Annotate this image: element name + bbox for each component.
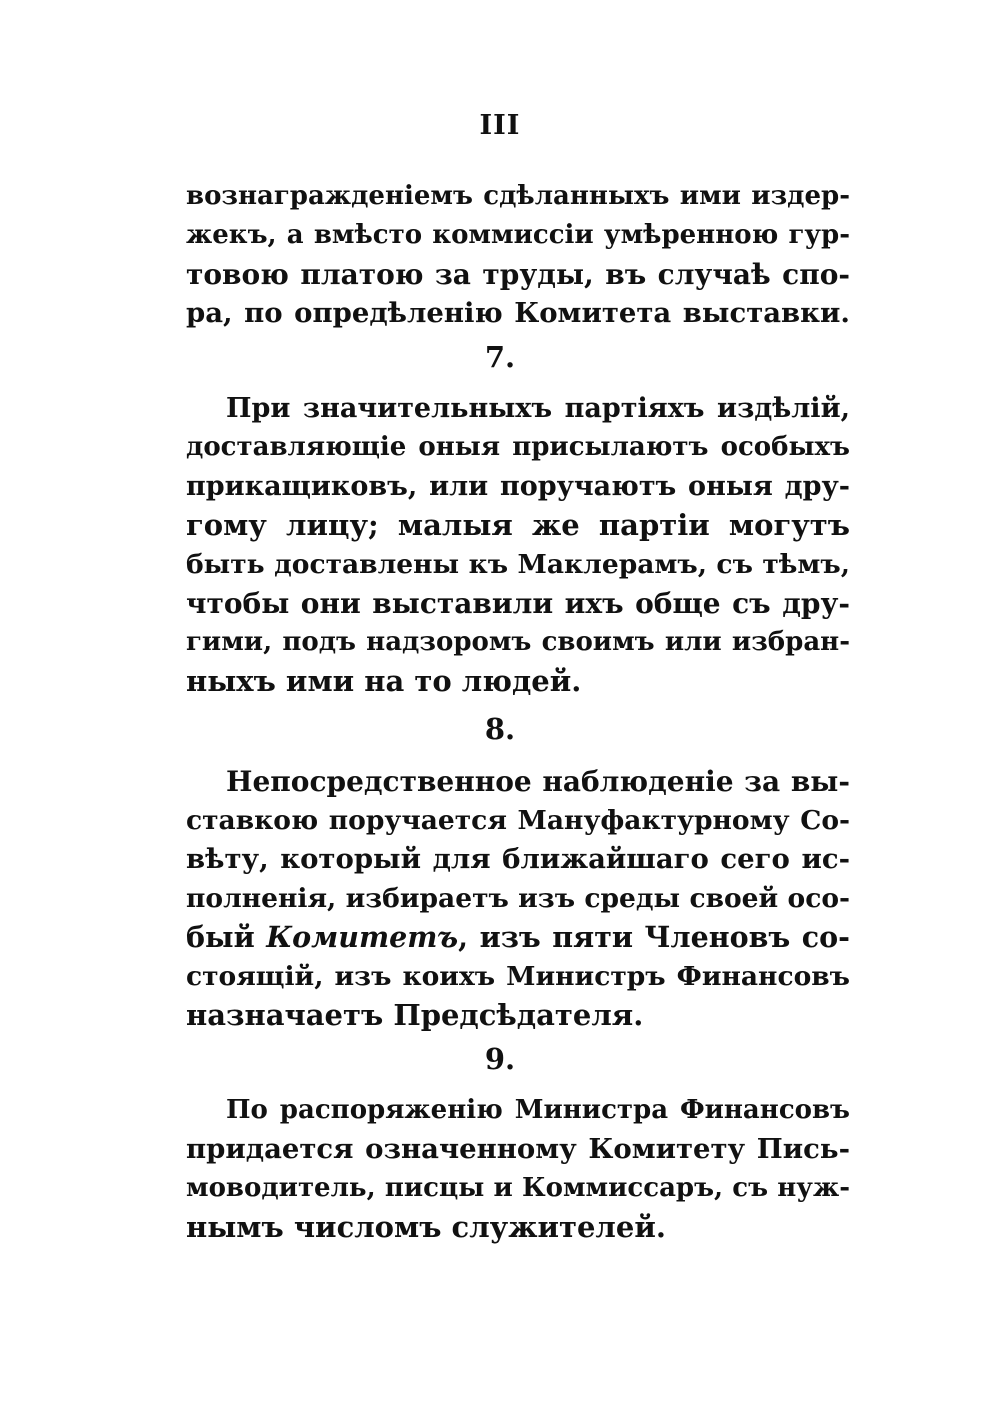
text-line: По распоряженію Министра Финансовъ (226, 1095, 850, 1125)
paragraph-section-8 (186, 762, 850, 1035)
text-line: стоящій, изъ коихъ Министръ Финансовъ (186, 961, 850, 992)
paragraph-section-9 (186, 1091, 850, 1247)
text-line: вѣту, который для ближайшаго сего ис- (186, 843, 850, 875)
text-fragment: бый (186, 920, 255, 954)
text-line: товою платою за труды, въ случаѣ спо- (186, 258, 850, 291)
text-line-with-italic (186, 918, 850, 957)
paragraph-section-7 (186, 389, 850, 701)
italic-term: Комитетъ (266, 920, 459, 954)
text-line: ныхъ ими на то людей. (186, 664, 582, 698)
text-line: ставкою поручается Мануфактурному Со- (186, 805, 850, 836)
text-line: доставляющіе оныя присылаютъ особыхъ (186, 432, 850, 462)
text-line: быть доставлены къ Маклерамъ, съ тѣмъ, (186, 549, 850, 580)
section-number-9: 9. (484, 1042, 516, 1076)
text-line: прикащиковъ, или поручаютъ оныя дру- (186, 471, 850, 502)
paragraph-continued (186, 177, 850, 333)
text-line: назначаетъ Предсѣдателя. (186, 998, 644, 1032)
text-line: ра, по опредѣленію Комитета выставки. (186, 297, 850, 329)
page-number-roman: III (479, 110, 521, 141)
text-line: полненія, избираетъ изъ среды своей осо- (186, 883, 850, 914)
section-number-7: 7. (484, 340, 516, 374)
text-line: моводитель, писцы и Коммиссаръ, съ нуж- (186, 1173, 850, 1203)
text-line: жекъ, а вмѣсто коммиссіи умѣренною гур- (186, 220, 850, 250)
text-line: гими, подъ надзоромъ своимъ или избран- (186, 627, 850, 657)
text-line: При значительныхъ партіяхъ издѣлій, (226, 393, 850, 424)
text-line: нымъ числомъ служителей. (186, 1210, 666, 1244)
text-fragment: , изъ пяти Членовъ со- (458, 920, 850, 954)
text-line: Непосредственное наблюденіе за вы- (226, 765, 850, 798)
text-line: чтобы они выставили ихъ обще съ дру- (186, 587, 850, 620)
section-number-8: 8. (484, 712, 516, 746)
text-line: придается означенному Комитету Пись- (186, 1133, 850, 1165)
text-line: вознагражденіемъ сдѣланныхъ ими издер- (186, 181, 850, 211)
text-line: гому лицу; малыя же партіи могутъ (186, 508, 850, 542)
